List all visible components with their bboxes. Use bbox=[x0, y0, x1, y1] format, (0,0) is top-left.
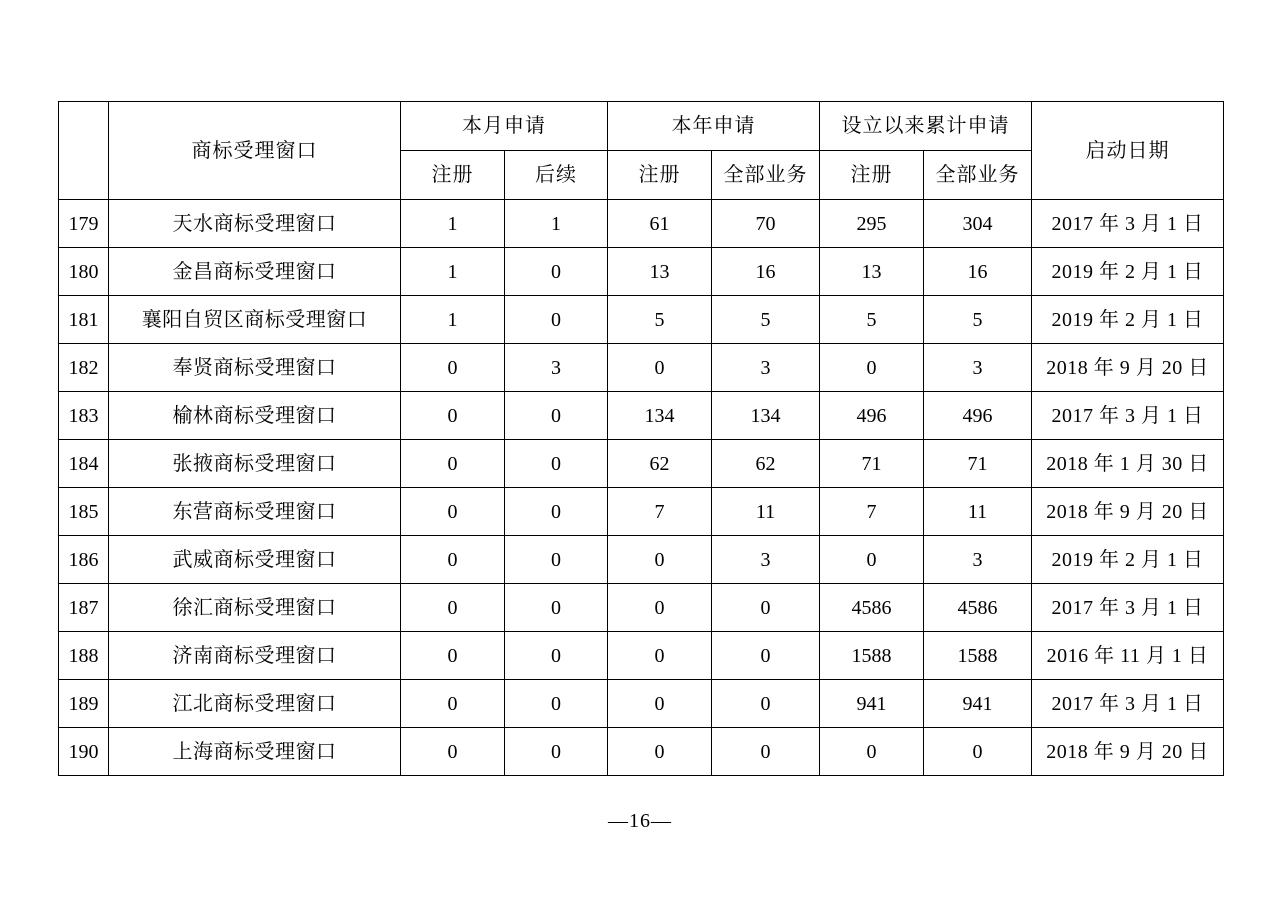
cell-year-registration: 0 bbox=[608, 344, 712, 392]
cell-window-name: 天水商标受理窗口 bbox=[109, 200, 401, 248]
cell-total-all: 304 bbox=[924, 200, 1032, 248]
column-header-window-name: 商标受理窗口 bbox=[109, 102, 401, 200]
cell-year-registration: 61 bbox=[608, 200, 712, 248]
cell-start-date: 2019 年 2 月 1 日 bbox=[1032, 296, 1224, 344]
cell-start-date: 2018 年 9 月 20 日 bbox=[1032, 488, 1224, 536]
column-header-total-all: 全部业务 bbox=[924, 151, 1032, 200]
cell-year-all: 5 bbox=[712, 296, 820, 344]
table-row bbox=[59, 200, 1224, 248]
cell-total-registration: 1588 bbox=[820, 632, 924, 680]
cell-window-name: 奉贤商标受理窗口 bbox=[109, 344, 401, 392]
trademark-window-table bbox=[58, 101, 1224, 776]
cell-total-all: 5 bbox=[924, 296, 1032, 344]
table-header bbox=[59, 102, 1224, 200]
column-header-month-registration: 注册 bbox=[401, 151, 505, 200]
cell-month-followup: 0 bbox=[505, 632, 608, 680]
cell-year-all: 134 bbox=[712, 392, 820, 440]
cell-start-date: 2018 年 1 月 30 日 bbox=[1032, 440, 1224, 488]
cell-year-registration: 0 bbox=[608, 680, 712, 728]
cell-month-followup: 0 bbox=[505, 536, 608, 584]
table-row bbox=[59, 296, 1224, 344]
cell-start-date: 2019 年 2 月 1 日 bbox=[1032, 248, 1224, 296]
cell-year-all: 0 bbox=[712, 632, 820, 680]
cell-total-all: 71 bbox=[924, 440, 1032, 488]
cell-index: 182 bbox=[59, 344, 109, 392]
cell-month-registration: 0 bbox=[401, 488, 505, 536]
cell-year-all: 3 bbox=[712, 536, 820, 584]
column-header-year-all: 全部业务 bbox=[712, 151, 820, 200]
cell-year-all: 11 bbox=[712, 488, 820, 536]
cell-month-registration: 0 bbox=[401, 584, 505, 632]
cell-index: 189 bbox=[59, 680, 109, 728]
cell-year-registration: 7 bbox=[608, 488, 712, 536]
cell-total-all: 11 bbox=[924, 488, 1032, 536]
page-number: —16— bbox=[608, 810, 672, 832]
cell-start-date: 2017 年 3 月 1 日 bbox=[1032, 392, 1224, 440]
cell-year-registration: 0 bbox=[608, 632, 712, 680]
cell-window-name: 襄阳自贸区商标受理窗口 bbox=[109, 296, 401, 344]
cell-index: 180 bbox=[59, 248, 109, 296]
cell-month-registration: 0 bbox=[401, 680, 505, 728]
cell-month-followup: 0 bbox=[505, 584, 608, 632]
column-group-year: 本年申请 bbox=[608, 102, 820, 151]
cell-total-registration: 0 bbox=[820, 344, 924, 392]
table-row bbox=[59, 728, 1224, 776]
cell-index: 187 bbox=[59, 584, 109, 632]
cell-index: 188 bbox=[59, 632, 109, 680]
cell-total-all: 16 bbox=[924, 248, 1032, 296]
cell-total-all: 3 bbox=[924, 536, 1032, 584]
cell-year-registration: 0 bbox=[608, 536, 712, 584]
cell-total-registration: 71 bbox=[820, 440, 924, 488]
cell-total-registration: 4586 bbox=[820, 584, 924, 632]
cell-total-registration: 13 bbox=[820, 248, 924, 296]
cell-month-followup: 0 bbox=[505, 440, 608, 488]
cell-total-all: 941 bbox=[924, 680, 1032, 728]
column-header-month-followup: 后续 bbox=[505, 151, 608, 200]
cell-start-date: 2017 年 3 月 1 日 bbox=[1032, 200, 1224, 248]
table-row bbox=[59, 344, 1224, 392]
cell-total-registration: 5 bbox=[820, 296, 924, 344]
cell-index: 179 bbox=[59, 200, 109, 248]
cell-total-all: 496 bbox=[924, 392, 1032, 440]
table-header-row-top bbox=[59, 102, 1224, 151]
cell-window-name: 江北商标受理窗口 bbox=[109, 680, 401, 728]
cell-index: 184 bbox=[59, 440, 109, 488]
cell-year-registration: 5 bbox=[608, 296, 712, 344]
column-header-year-registration: 注册 bbox=[608, 151, 712, 200]
cell-start-date: 2018 年 9 月 20 日 bbox=[1032, 728, 1224, 776]
cell-index: 181 bbox=[59, 296, 109, 344]
cell-month-followup: 0 bbox=[505, 392, 608, 440]
cell-month-registration: 1 bbox=[401, 296, 505, 344]
table-row bbox=[59, 392, 1224, 440]
cell-index: 186 bbox=[59, 536, 109, 584]
cell-year-all: 3 bbox=[712, 344, 820, 392]
cell-month-registration: 0 bbox=[401, 344, 505, 392]
cell-start-date: 2016 年 11 月 1 日 bbox=[1032, 632, 1224, 680]
table-body bbox=[59, 200, 1224, 776]
cell-year-all: 62 bbox=[712, 440, 820, 488]
cell-total-all: 0 bbox=[924, 728, 1032, 776]
cell-total-registration: 941 bbox=[820, 680, 924, 728]
cell-year-all: 0 bbox=[712, 584, 820, 632]
cell-month-registration: 0 bbox=[401, 392, 505, 440]
cell-total-registration: 0 bbox=[820, 728, 924, 776]
cell-month-followup: 0 bbox=[505, 296, 608, 344]
cell-total-all: 4586 bbox=[924, 584, 1032, 632]
cell-year-registration: 0 bbox=[608, 728, 712, 776]
column-group-total: 设立以来累计申请 bbox=[820, 102, 1032, 151]
cell-year-all: 0 bbox=[712, 680, 820, 728]
cell-start-date: 2019 年 2 月 1 日 bbox=[1032, 536, 1224, 584]
cell-year-registration: 134 bbox=[608, 392, 712, 440]
column-header-start-date: 启动日期 bbox=[1032, 102, 1224, 200]
cell-month-followup: 3 bbox=[505, 344, 608, 392]
cell-window-name: 榆林商标受理窗口 bbox=[109, 392, 401, 440]
cell-month-followup: 0 bbox=[505, 248, 608, 296]
cell-year-registration: 62 bbox=[608, 440, 712, 488]
cell-index: 185 bbox=[59, 488, 109, 536]
cell-month-followup: 0 bbox=[505, 488, 608, 536]
cell-index: 190 bbox=[59, 728, 109, 776]
cell-window-name: 济南商标受理窗口 bbox=[109, 632, 401, 680]
cell-year-registration: 0 bbox=[608, 584, 712, 632]
cell-total-all: 3 bbox=[924, 344, 1032, 392]
cell-total-all: 1588 bbox=[924, 632, 1032, 680]
cell-year-all: 16 bbox=[712, 248, 820, 296]
cell-start-date: 2017 年 3 月 1 日 bbox=[1032, 584, 1224, 632]
cell-total-registration: 295 bbox=[820, 200, 924, 248]
cell-month-registration: 1 bbox=[401, 200, 505, 248]
cell-start-date: 2018 年 9 月 20 日 bbox=[1032, 344, 1224, 392]
cell-start-date: 2017 年 3 月 1 日 bbox=[1032, 680, 1224, 728]
table-row bbox=[59, 248, 1224, 296]
cell-total-registration: 0 bbox=[820, 536, 924, 584]
cell-window-name: 武威商标受理窗口 bbox=[109, 536, 401, 584]
column-header-index bbox=[59, 102, 109, 200]
cell-total-registration: 7 bbox=[820, 488, 924, 536]
cell-window-name: 上海商标受理窗口 bbox=[109, 728, 401, 776]
cell-month-followup: 0 bbox=[505, 728, 608, 776]
cell-year-registration: 13 bbox=[608, 248, 712, 296]
table-row bbox=[59, 632, 1224, 680]
cell-month-registration: 0 bbox=[401, 440, 505, 488]
cell-year-all: 70 bbox=[712, 200, 820, 248]
cell-window-name: 东营商标受理窗口 bbox=[109, 488, 401, 536]
cell-index: 183 bbox=[59, 392, 109, 440]
cell-month-registration: 0 bbox=[401, 632, 505, 680]
column-header-total-registration: 注册 bbox=[820, 151, 924, 200]
table-row bbox=[59, 680, 1224, 728]
cell-month-registration: 0 bbox=[401, 728, 505, 776]
cell-month-registration: 1 bbox=[401, 248, 505, 296]
column-group-month: 本月申请 bbox=[401, 102, 608, 151]
table-row bbox=[59, 488, 1224, 536]
cell-window-name: 张掖商标受理窗口 bbox=[109, 440, 401, 488]
cell-month-registration: 0 bbox=[401, 536, 505, 584]
cell-total-registration: 496 bbox=[820, 392, 924, 440]
statistics-table-container bbox=[58, 101, 1223, 776]
cell-month-followup: 1 bbox=[505, 200, 608, 248]
table-row bbox=[59, 584, 1224, 632]
cell-window-name: 金昌商标受理窗口 bbox=[109, 248, 401, 296]
cell-year-all: 0 bbox=[712, 728, 820, 776]
cell-month-followup: 0 bbox=[505, 680, 608, 728]
cell-window-name: 徐汇商标受理窗口 bbox=[109, 584, 401, 632]
table-row bbox=[59, 440, 1224, 488]
table-row bbox=[59, 536, 1224, 584]
